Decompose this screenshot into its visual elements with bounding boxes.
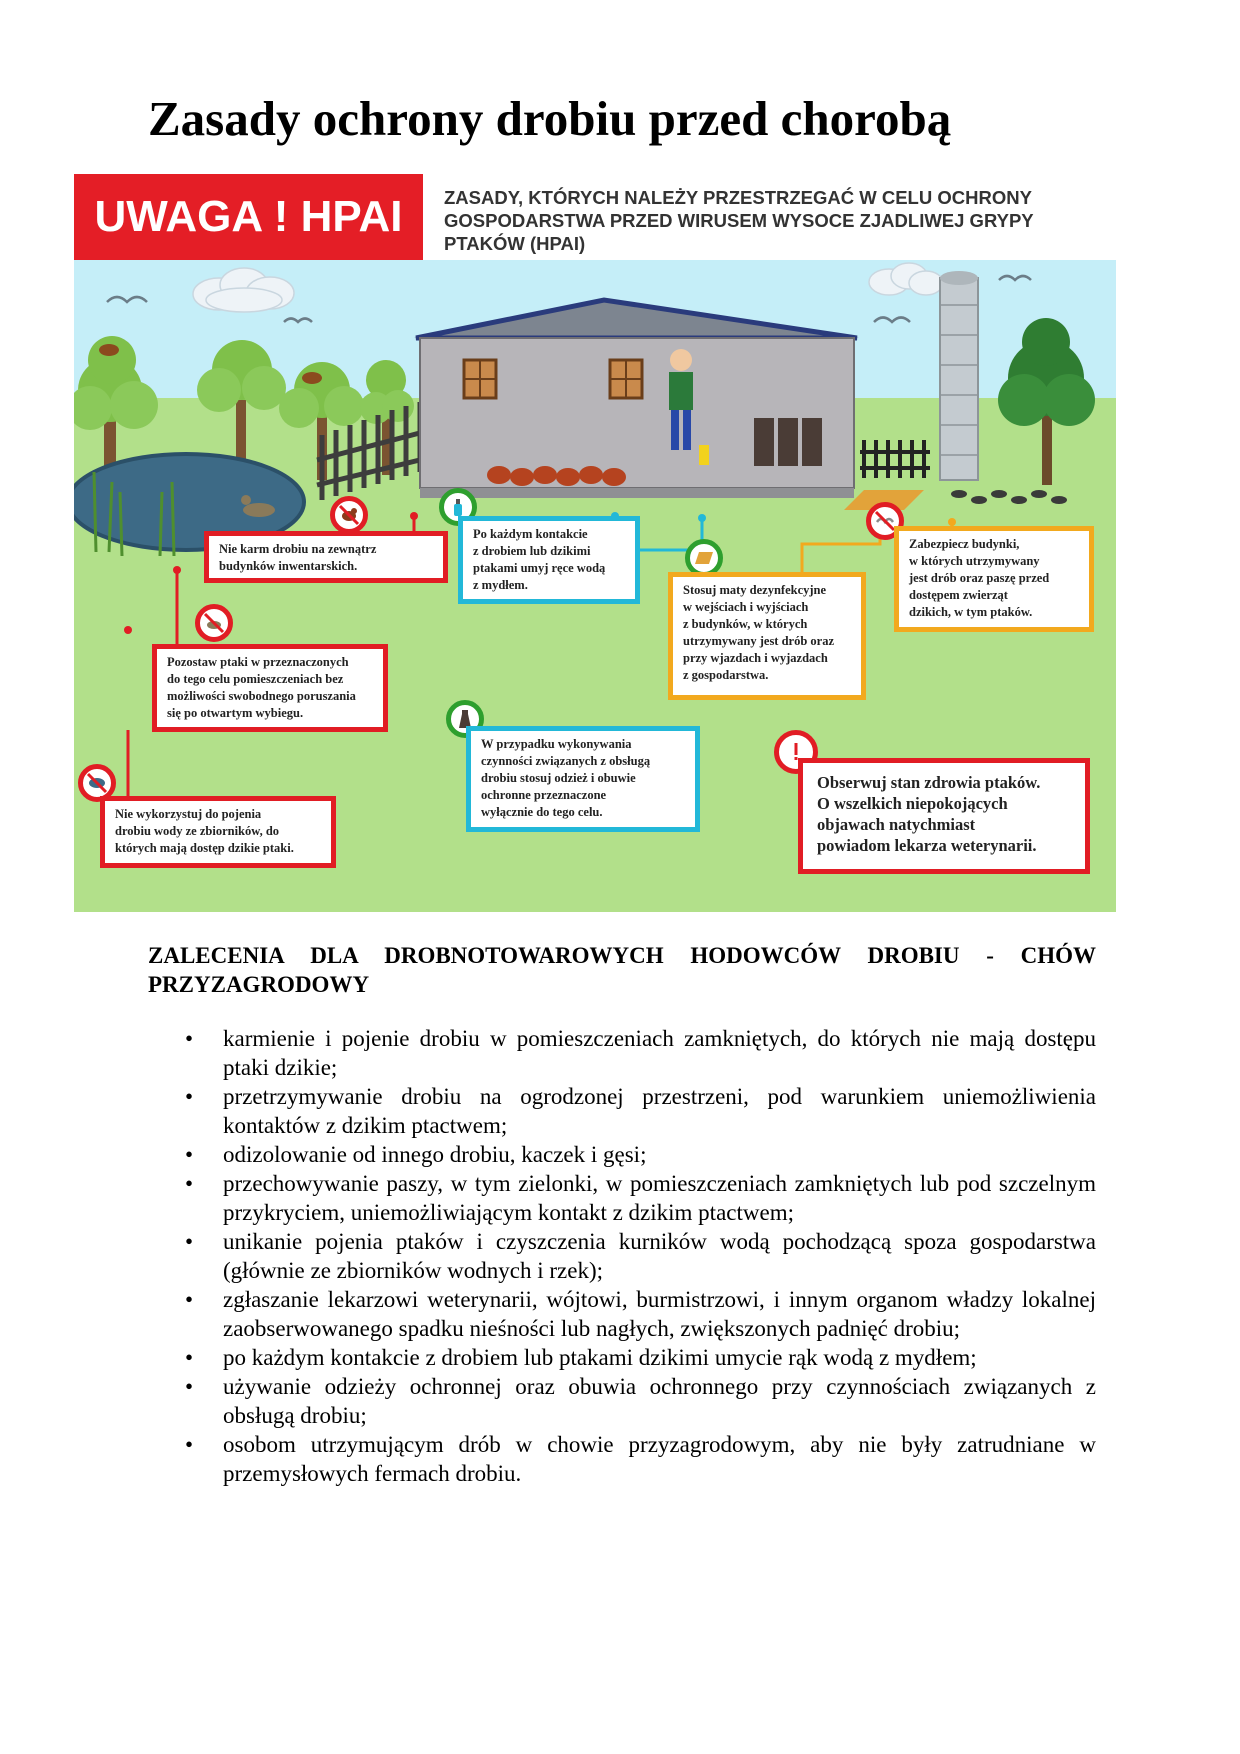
list-item: • przetrzymywanie drobiu na ogrodzonej przestrzeni, pod warunkiem uniemożliwienia kontaktów z dzikim ptactwem; bbox=[223, 1082, 1096, 1140]
list-item: • unikanie pojenia ptaków i czyszczenia kurników wodą pochodzącą spoza gospodarstwa (głównie ze zbiorników wodnych i rzek); bbox=[223, 1227, 1096, 1285]
callout-line: w wejściach i wyjściach bbox=[683, 600, 809, 614]
list-item: • używanie odzieży ochronnej oraz obuwia ochronnego przy czynnościach związanych z obsługą drobiu; bbox=[223, 1372, 1096, 1430]
callout-line: ochronne przeznaczone bbox=[481, 788, 607, 802]
callout-line: drobiu wody ze zbiorników, do bbox=[115, 824, 280, 838]
callout-line: O wszelkich niepokojących bbox=[817, 794, 1008, 813]
callout-line: Pozostaw ptaki w przeznaczonych bbox=[167, 655, 349, 669]
callout-line: objawach natychmiast bbox=[817, 815, 976, 834]
recommendations-heading-line: PRZYZAGRODOWY bbox=[148, 972, 370, 997]
list-item: • po każdym kontakcie z drobiem lub ptakami dzikimi umycie rąk wodą z mydłem; bbox=[223, 1343, 1096, 1372]
callout-clothing bbox=[466, 726, 700, 832]
callout-line: budynków inwentarskich. bbox=[219, 559, 358, 573]
callout-line: drobiu stosuj odzież i obuwie bbox=[481, 771, 636, 785]
callout-observe bbox=[798, 758, 1090, 874]
callout-secure bbox=[894, 526, 1094, 632]
callout-water bbox=[100, 796, 336, 868]
callout-line: Zabezpiecz budynki, bbox=[909, 537, 1020, 551]
hpai-warning-banner: UWAGA ! HPAI bbox=[74, 174, 423, 260]
callout-line: Po każdym kontakcie bbox=[473, 527, 588, 541]
silo bbox=[940, 271, 978, 480]
callout-line: których mają dostęp dzikie ptaki. bbox=[115, 841, 294, 855]
list-item: • przechowywanie paszy, w tym zielonki, w pomieszczeniach zamkniętych lub pod szczelnym przykryciem, uniemożliwiającym kontakt z dzikim ptactwem; bbox=[223, 1169, 1096, 1227]
infographic-header bbox=[444, 186, 1104, 255]
callout-line: do tego celu pomieszczeniach bez bbox=[167, 672, 344, 686]
recommendations-heading bbox=[148, 941, 1096, 999]
callout-line: z mydłem. bbox=[473, 578, 528, 592]
callout-line: utrzymywany jest drób oraz bbox=[683, 634, 835, 648]
callout-line: Obserwuj stan zdrowia ptaków. bbox=[817, 773, 1041, 792]
infographic-header-line: GOSPODARSTWA PRZED WIRUSEM WYSOCE ZJADLIWEJ GRYPY bbox=[444, 210, 1034, 231]
poultry-barn bbox=[414, 298, 859, 498]
callout-line: z drobiem lub dzikimi bbox=[473, 544, 591, 558]
infographic-header-line: ZASADY, KTÓRYCH NALEŻY PRZESTRZEGAĆ W CELU OCHRONY bbox=[444, 187, 1032, 208]
callout-line: z budynków, w których bbox=[683, 617, 808, 631]
callout-line: przy wjazdach i wyjazdach bbox=[683, 651, 828, 665]
callout-line: z gospodarstwa. bbox=[683, 668, 769, 682]
callout-line: dzikich, w tym ptaków. bbox=[909, 605, 1033, 619]
list-item: • odizolowanie od innego drobiu, kaczek i gęsi; bbox=[223, 1140, 1096, 1169]
list-item: • karmienie i pojenie drobiu w pomieszczeniach zamkniętych, do których nie mają dostępu ptaki dzikie; bbox=[223, 1024, 1096, 1082]
callout-wash bbox=[458, 516, 640, 604]
callout-line: możliwości swobodnego poruszania bbox=[167, 689, 356, 703]
no-free-range-icon bbox=[195, 604, 233, 642]
callout-line: ptakami umyj ręce wodą bbox=[473, 561, 606, 575]
no-chicken-icon bbox=[330, 496, 368, 534]
infographic-header-line: PTAKÓW (HPAI) bbox=[444, 233, 586, 254]
callout-line: czynności związanych z obsługą bbox=[481, 754, 651, 768]
protective-clothing-rack bbox=[754, 418, 822, 466]
callout-line: Nie wykorzystuj do pojenia bbox=[115, 807, 262, 821]
recommendations-heading-line: ZALECENIA DLA DROBNOTOWAROWYCH HODOWCÓW DROBIU - CHÓW bbox=[148, 943, 1096, 968]
callout-line: się po otwartym wybiegu. bbox=[167, 706, 304, 720]
callout-line: wyłącznie do tego celu. bbox=[481, 805, 603, 819]
callout-line: W przypadku wykonywania bbox=[481, 737, 632, 751]
recommendations-list bbox=[223, 1024, 1096, 1488]
page-title: Zasady ochrony drobiu przed chorobą bbox=[148, 91, 952, 146]
callout-feed bbox=[204, 531, 448, 583]
callout-line: Stosuj maty dezynfekcyjne bbox=[683, 583, 827, 597]
callout-line: w których utrzymywany bbox=[909, 554, 1040, 568]
callout-line: Nie karm drobiu na zewnątrz bbox=[219, 542, 377, 556]
callout-mats bbox=[668, 572, 866, 700]
callout-keep bbox=[152, 644, 388, 732]
callout-line: jest drób oraz paszę przed bbox=[909, 571, 1050, 585]
callout-line: dostępem zwierząt bbox=[909, 588, 1008, 602]
callout-line: powiadom lekarza weterynarii. bbox=[817, 836, 1037, 855]
list-item: • osobom utrzymującym drób w chowie przyzagrodowym, aby nie były zatrudniane w przemysłowych fermach drobiu. bbox=[223, 1430, 1096, 1488]
hpai-infographic bbox=[74, 174, 1116, 912]
list-item: • zgłaszanie lekarzowi weterynarii, wójtowi, burmistrzowi, i innym organom władzy lokalnej zaobserwowanego spadku nieśności lub nagłych, zwiększonych padnięć drobiu; bbox=[223, 1285, 1096, 1343]
